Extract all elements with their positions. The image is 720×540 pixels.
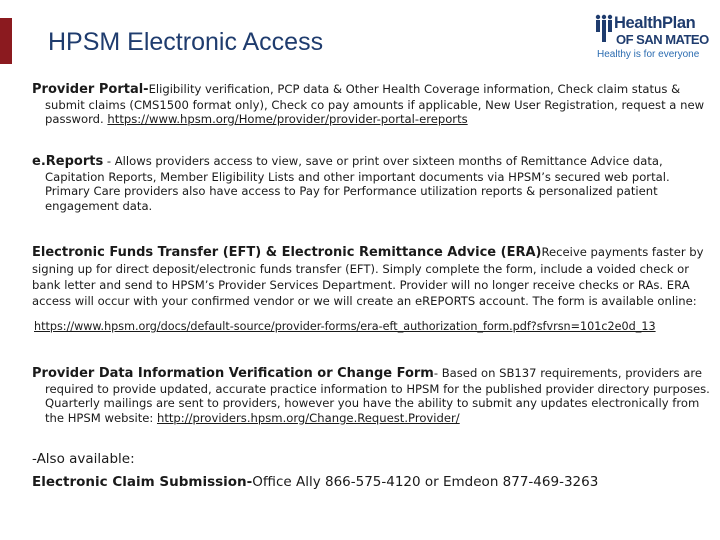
ecs-heading: Electronic Claim Submission- [32,474,253,490]
eft-section [32,244,704,309]
people-logo-icon [594,14,614,44]
logo-subname: OF SAN MATEO [616,32,709,47]
eft-body: Receive payments faster by signing up for direct deposit/electronic funds transfer (EFT). Simply complete the form, include a voided check or bank letter and send to HPSM’s Provider Services Department. Provider will no longer receive checks or RAs. ERA access will occur with your confirmed vendor or we will create an eREPORTS account. The form is available online: [32,245,704,308]
data-verification-heading: Provider Data Information Verification or Change Form [32,366,434,381]
accent-bar [0,18,12,64]
provider-portal-link[interactable]: https://www.hpsm.org/Home/provider/provider-portal-ereports [107,112,468,126]
logo-name: HealthPlan [614,14,696,32]
eft-link-line [34,320,656,333]
ereports-heading: e.Reports [32,154,104,169]
also-available-label: -Also available: [32,451,135,467]
data-verification-body: - Based on SB137 requirements, providers are required to provide updated, accurate practice information to HPSM for the published provider directory purposes. Quarterly mailings are sent to providers, however you have the ability to submit any updates electronically from the HPSM website: [45,366,710,425]
provider-portal-body: Eligibility verification, PCP data & Other Health Coverage information, Check claim status & submit claims (CMS1500 format only), Check co pay amounts if applicable, New User Registration, request a new password. [45,82,705,126]
data-verification-section [32,366,717,425]
change-request-link[interactable]: http://providers.hpsm.org/Change.Request.Provider/ [156,410,460,425]
logo-tagline: Healthy is for everyone [597,49,700,60]
provider-portal-section [32,82,717,127]
provider-portal-heading: Provider Portal- [32,82,149,97]
ereports-body: - Allows providers access to view, save or print over sixteen months of Remittance Advice data, Capitation Reports, Member Eligibility Lists and other important documents via HPSM’s secured web portal. Primary Care providers also have access to Pay for Performance utilization reports & personalized patient engagement data. [45,154,670,213]
eft-heading: Electronic Funds Transfer (EFT) & Electronic Remittance Advice (ERA) [32,245,542,260]
electronic-claim-submission [32,474,598,490]
ereports-section [32,154,717,213]
health-plan-logo [594,14,712,62]
ecs-body: Office Ally 866-575-4120 or Emdeon 877-469-3263 [252,474,599,490]
page-title: HPSM Electronic Access [48,28,324,56]
eft-form-link[interactable]: https://www.hpsm.org/docs/default-source/provider-forms/era-eft_authorization_form.pdf?sfvrsn=101c2e0d_13 [34,320,656,333]
